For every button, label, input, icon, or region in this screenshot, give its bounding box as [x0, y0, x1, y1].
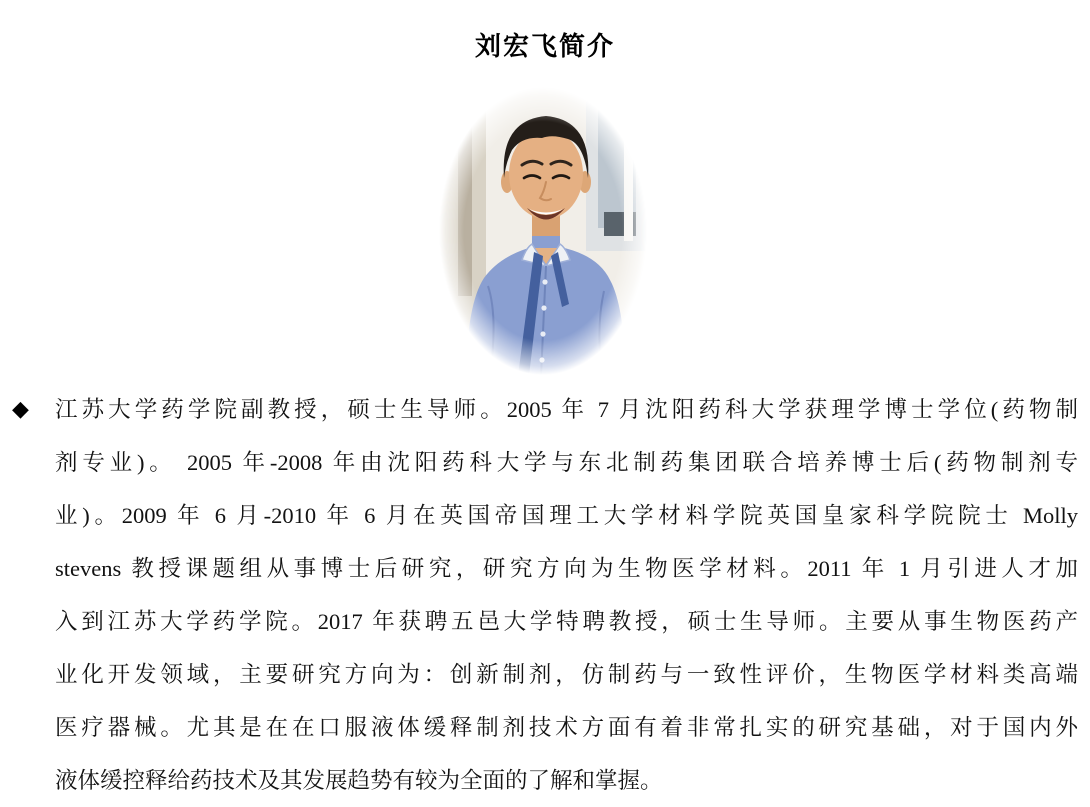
- face: [509, 129, 583, 219]
- bio-section: [10, 383, 1078, 807]
- bio-line-1: 江苏大学药学院副教授，硕士生导师。2005 年 7 月沈阳药科大学获理学博士学位(药物制: [55, 397, 1078, 422]
- bio-line-8: 液体缓控释给药技术及其发展趋势有较为全面的了解和掌握。: [55, 768, 663, 793]
- bio-paragraph: [55, 383, 1078, 807]
- bio-line-3: 业)。2009 年 6 月-2010 年 6 月在英国帝国理工大学材料学院英国皇家科学院院士 Molly: [55, 503, 1078, 528]
- bio-line-7: 医疗器械。尤其是在在口服液体缓释制剂技术方面有着非常扎实的研究基础，对于国内外: [55, 715, 1078, 740]
- oval-portrait-photo: [438, 86, 648, 376]
- bio-line-2: 剂专业)。 2005 年-2008 年由沈阳药科大学与东北制药集团联合培养博士后(药物制剂专: [55, 450, 1078, 475]
- bio-line-6: 业化开发领域，主要研究方向为：创新制剂，仿制药与一致性评价，生物医学材料类高端: [55, 662, 1078, 687]
- diamond-bullet-icon: ◆: [12, 397, 29, 422]
- bio-line-4: stevens 教授课题组从事博士后研究，研究方向为生物医学材料。2011 年 1 月引进人才加: [55, 556, 1078, 581]
- bio-line-5: 入到江苏大学药学院。2017 年获聘五邑大学特聘教授，硕士生导师。主要从事生物医药产: [55, 609, 1078, 634]
- page-title: 刘宏飞简介: [474, 32, 615, 61]
- portrait-illustration: [438, 86, 648, 376]
